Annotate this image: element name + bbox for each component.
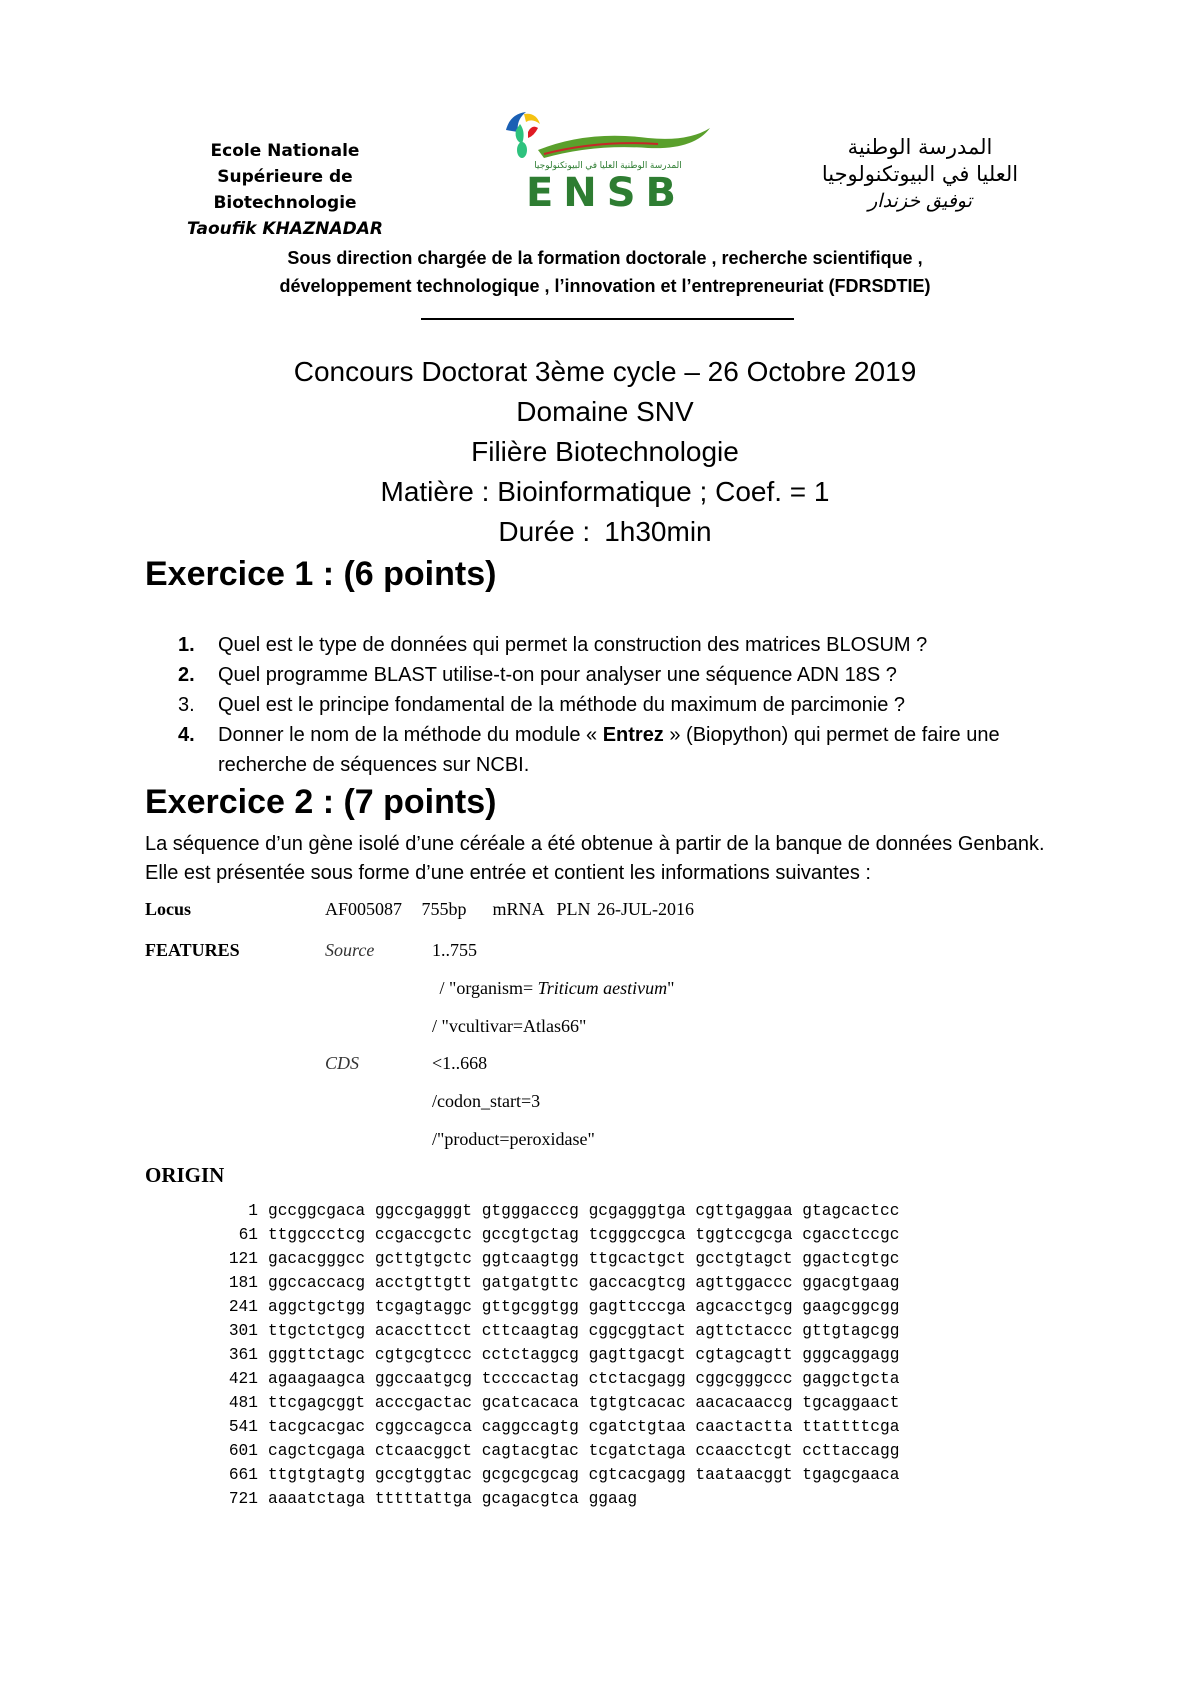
question-item	[178, 690, 1078, 720]
sequence-row	[222, 1391, 899, 1415]
school-name-french	[150, 138, 420, 242]
exam-duration	[150, 512, 1060, 552]
sequence-row	[222, 1415, 899, 1439]
question-text: Quel est le type de données qui permet la construction des matrices BLOSUM ?	[218, 634, 928, 656]
question-item	[178, 720, 1078, 780]
source-key: Source	[325, 940, 375, 960]
school-name-line-3: Taoufik KHAZNADAR	[186, 219, 384, 239]
exam-domain: Domaine SNV	[516, 396, 694, 427]
sequence-bases: ttgctctgcg acaccttcct cttcaagtag cggcggtact agttctaccc gttgtagcgg	[268, 1322, 900, 1340]
duration-value: 1h30min	[604, 516, 712, 547]
sequence-position: 241	[228, 1298, 258, 1316]
sequence-row	[222, 1247, 899, 1271]
sub-direction-line-2: développement technologique , l’innovation et l’entrepreneuriat (FDRSDTIE)	[279, 276, 931, 296]
sequence-position: 421	[228, 1370, 258, 1388]
duration-label: Durée :	[498, 516, 591, 547]
question-text: Quel programme BLAST utilise-t-on pour analyser une séquence ADN 18S ?	[218, 664, 897, 686]
exercise-1-questions	[178, 630, 1078, 780]
question-number: 4.	[178, 724, 195, 746]
sequence-row	[222, 1343, 899, 1367]
sequence-position: 481	[228, 1394, 258, 1412]
horizontal-rule	[421, 318, 794, 320]
sequence-bases: gacacgggcc gcttgtgctc ggtcaagtgg ttgcactgct gcctgtagct ggactcgtgc	[268, 1250, 900, 1268]
sequence-position: 181	[228, 1274, 258, 1292]
organism-qualifier	[435, 978, 675, 999]
sequence-bases: ttgtgtagtg gccgtggtac gcgcgcgcag cgtcacgagg taataacggt tgagcgaaca	[268, 1466, 900, 1484]
organism-name: Triticum aestivum	[537, 978, 668, 998]
sequence-position: 1	[248, 1202, 258, 1220]
sub-direction-line-1: Sous direction chargée de la formation doctorale , recherche scientifique ,	[287, 248, 923, 268]
sub-direction-heading	[150, 244, 1060, 300]
logo-arabic-text: المدرسة الوطنية العليا في البيوتكنولوجيا	[534, 160, 682, 170]
question-text-part: Donner le nom de la méthode du module «	[218, 724, 603, 746]
sequence-row	[222, 1487, 899, 1511]
sequence-bases: tacgcacgac cggccagcca caggccagtg cgatctgtaa caactactta ttattttcga	[268, 1418, 900, 1436]
sequence-position: 301	[228, 1322, 258, 1340]
sequence-position: 361	[228, 1346, 258, 1364]
question-text-part: » (Biopython) qui permet de faire une recherche de séquences sur NCBI.	[218, 724, 1000, 776]
sequence-bases: gccggcgaca ggccgagggt gtgggacccg gcgagggtga cgttgaggaa gtagcactcc	[268, 1202, 900, 1220]
exercise-1-title: Exercice 1 : (6 points)	[145, 555, 497, 593]
exam-title: Concours Doctorat 3ème cycle – 26 Octobre 2019	[293, 356, 917, 387]
arabic-line-1: المدرسة الوطنية	[847, 135, 993, 159]
question-number: 3.	[178, 694, 195, 716]
sequence-bases: cagctcgaga ctcaacggct cagtacgtac tcgatctaga ccaacctcgt ccttaccagg	[268, 1442, 900, 1460]
logo-ensb-text: ENSB	[525, 170, 687, 214]
product-qualifier: /"product=peroxidase"	[432, 1129, 595, 1149]
ensb-logo	[498, 110, 716, 214]
sequence-row	[222, 1271, 899, 1295]
cds-key: CDS	[325, 1053, 360, 1073]
sequence-bases: ttcgagcggt acccgactac gcatcacaca tgtgtcacac aacacaaccg tgcaggaact	[268, 1394, 900, 1412]
sequence-bases: agaagaagca ggccaatgcg tccccactag ctctacgagg cggcgggccc gaggctgcta	[268, 1370, 900, 1388]
organism-suffix: "	[667, 978, 675, 998]
sequence-row	[222, 1439, 899, 1463]
source-range: 1..755	[432, 940, 477, 960]
sequence-bases: ttggccctcg ccgaccgctc gccgtgctag tcgggccgca tggtccgcga cgacctccgc	[268, 1226, 900, 1244]
sequence-bases: aaaatctaga tttttattga gcagacgtca ggaag	[268, 1490, 638, 1508]
sequence-row	[222, 1367, 899, 1391]
exam-title-block	[150, 352, 1060, 552]
sequence-position: 601	[228, 1442, 258, 1460]
sequence-position: 721	[228, 1490, 258, 1508]
sequence-bases: aggctgctgg tcgagtaggc gttgcggtgg gagttcccga agcacctgcg gaagcggcgg	[268, 1298, 900, 1316]
question-item	[178, 630, 1078, 660]
codon-start-qualifier: /codon_start=3	[432, 1091, 541, 1111]
question-number: 1.	[178, 634, 195, 656]
sequence-block	[222, 1199, 899, 1511]
sequence-row	[222, 1295, 899, 1319]
cds-range: <1..668	[432, 1053, 488, 1073]
sequence-position: 61	[238, 1226, 258, 1244]
exercise-2-title: Exercice 2 : (7 points)	[145, 783, 497, 821]
sequence-row	[222, 1463, 899, 1487]
locus-value: AF005087 755bp mRNA PLN 26-JUL-2016	[325, 899, 695, 919]
school-name-arabic	[770, 134, 1070, 215]
features-key: FEATURES	[145, 940, 240, 960]
cultivar-qualifier: / "vcultivar=Atlas66"	[432, 1016, 587, 1036]
exam-subject: Matière : Bioinformatique ; Coef. = 1	[380, 476, 830, 507]
question-text: Quel est le principe fondamental de la méthode du maximum de parcimonie ?	[218, 694, 906, 716]
sequence-bases: gggttctagc cgtgcgtccc cctctaggcg gagttgacgt cgtagcagtt gggcaggagg	[268, 1346, 900, 1364]
origin-key: ORIGIN	[145, 1163, 225, 1187]
sequence-row	[222, 1199, 899, 1223]
sequence-row	[222, 1223, 899, 1247]
question-text	[218, 724, 1000, 776]
organism-prefix: / "organism=	[435, 978, 538, 998]
sequence-row	[222, 1319, 899, 1343]
school-name-line-2: Supérieure de Biotechnologie	[213, 167, 357, 213]
entrez-keyword: Entrez	[602, 724, 664, 746]
locus-key: Locus	[145, 899, 192, 919]
exercise-2-intro: La séquence d’un gène isolé d’une céréale a été obtenue à partir de la banque de données Genbank. Elle est présentée sous forme d’une entrée et contient les informations suivantes :	[145, 833, 1045, 884]
arabic-line-2: العليا في البيوتكنولوجيا	[821, 162, 1019, 186]
question-number: 2.	[178, 664, 195, 686]
sequence-position: 541	[228, 1418, 258, 1436]
school-name-line-1: Ecole Nationale	[210, 141, 360, 161]
sequence-bases: ggccaccacg acctgttgtt gatgatgttc gaccacgtcg agttggaccc ggacgtgaag	[268, 1274, 900, 1292]
sequence-position: 121	[228, 1250, 258, 1268]
sequence-position: 661	[228, 1466, 258, 1484]
question-item	[178, 660, 1078, 690]
arabic-line-3: توفيق خزندار	[868, 190, 972, 212]
exam-field: Filière Biotechnologie	[471, 436, 739, 467]
